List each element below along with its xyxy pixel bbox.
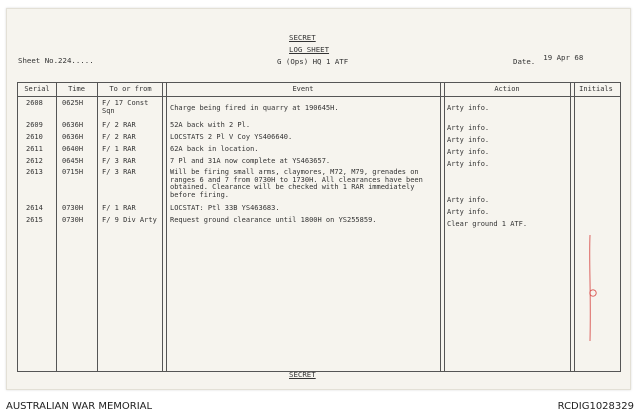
action-cell: Arty info.: [447, 136, 490, 144]
time-cell: 0645H: [62, 157, 84, 165]
to-from-cell: F/ 2 RAR: [102, 121, 136, 129]
event-cell: Request ground clearance until 1800H on YS255859.: [170, 216, 377, 224]
header-serial: Serial: [18, 83, 56, 97]
to-from-cell: F/ 3 RAR: [102, 168, 136, 176]
serial-cell: 2608: [26, 99, 43, 107]
action-cell: Arty info.: [447, 104, 490, 112]
action-cell: Clear ground 1 ATF.: [447, 220, 528, 228]
sheet-number-label: Sheet No.: [18, 56, 59, 65]
time-cell: 0730H: [62, 204, 84, 212]
classification-bottom: SECRET: [289, 370, 316, 379]
time-cell: 0636H: [62, 121, 84, 129]
time-cell: 0636H: [62, 133, 84, 141]
event-cell: 62A back in location.: [170, 145, 259, 153]
sheet-number-value: 224.....: [58, 56, 94, 65]
sheet-number: [18, 57, 94, 65]
serial-cell: 2615: [26, 216, 43, 224]
column-divider: [570, 83, 575, 371]
time-cell: 0640H: [62, 145, 84, 153]
column-divider: [97, 83, 98, 371]
serial-cell: 2614: [26, 204, 43, 212]
event-cell: Will be firing small arms, claymores, M72, M79, grenades on ranges 6 and 7 from 0730H to 1730H. All clearances have been obtained. Clearance will be checked with 1 RAR immediately before firing.: [170, 168, 423, 199]
serial-cell: 2613: [26, 168, 43, 176]
event-cell: 7 Pl and 31A now complete at YS463657.: [170, 157, 331, 165]
to-from-cell: F/ 9 Div Arty: [102, 216, 157, 224]
classification-top: SECRET: [289, 33, 316, 42]
time-cell: 0730H: [62, 216, 84, 224]
serial-cell: 2609: [26, 121, 43, 129]
to-from-cell: F/ 2 RAR: [102, 133, 136, 141]
date-value: 19 Apr 68: [543, 53, 584, 62]
event-cell: LOCSTAT: Ptl 33B YS463683.: [170, 204, 280, 212]
to-from-cell: F/ 17 Const Sqn: [102, 99, 149, 115]
column-divider: [56, 83, 57, 371]
column-divider: [162, 83, 167, 371]
action-cell: Arty info.: [447, 124, 490, 132]
unit-name: G (Ops) HQ 1 ATF: [277, 57, 349, 66]
sheet-date: [513, 53, 584, 66]
action-cell: Arty info.: [447, 196, 490, 204]
event-cell: 52A back with 2 Pl.: [170, 121, 251, 129]
time-cell: 0715H: [62, 168, 84, 176]
pencil-stroke: [590, 235, 591, 341]
action-cell: Arty info.: [447, 148, 490, 156]
log-table: [17, 82, 621, 372]
event-cell: LOCSTATS 2 Pl V Coy YS406640.: [170, 133, 293, 141]
sheet-title: LOG SHEET: [289, 45, 330, 54]
column-divider: [440, 83, 445, 371]
archive-footer: [0, 392, 640, 416]
serial-cell: 2611: [26, 145, 43, 153]
date-label: Date.: [513, 57, 536, 66]
header-to-from: To or from: [97, 83, 164, 97]
to-from-cell: F/ 3 RAR: [102, 157, 136, 165]
document-id: RCDIG1028329: [557, 401, 634, 412]
time-cell: 0625H: [62, 99, 84, 107]
to-from-cell: F/ 1 RAR: [102, 145, 136, 153]
serial-cell: 2610: [26, 133, 43, 141]
to-from-cell: F/ 1 RAR: [102, 204, 136, 212]
pencil-loop: [590, 290, 596, 296]
red-pencil-mark-icon: [578, 233, 602, 343]
header-action: Action: [442, 83, 572, 97]
serial-cell: 2612: [26, 157, 43, 165]
header-time: Time: [56, 83, 97, 97]
action-cell: Arty info.: [447, 208, 490, 216]
action-cell: Arty info.: [447, 160, 490, 168]
header-initials: Initials: [572, 83, 620, 97]
log-sheet-document: [6, 8, 631, 390]
header-event: Event: [164, 83, 442, 97]
event-cell: Charge being fired in quarry at 190645H.: [170, 104, 339, 112]
archive-name: AUSTRALIAN WAR MEMORIAL: [6, 401, 153, 412]
